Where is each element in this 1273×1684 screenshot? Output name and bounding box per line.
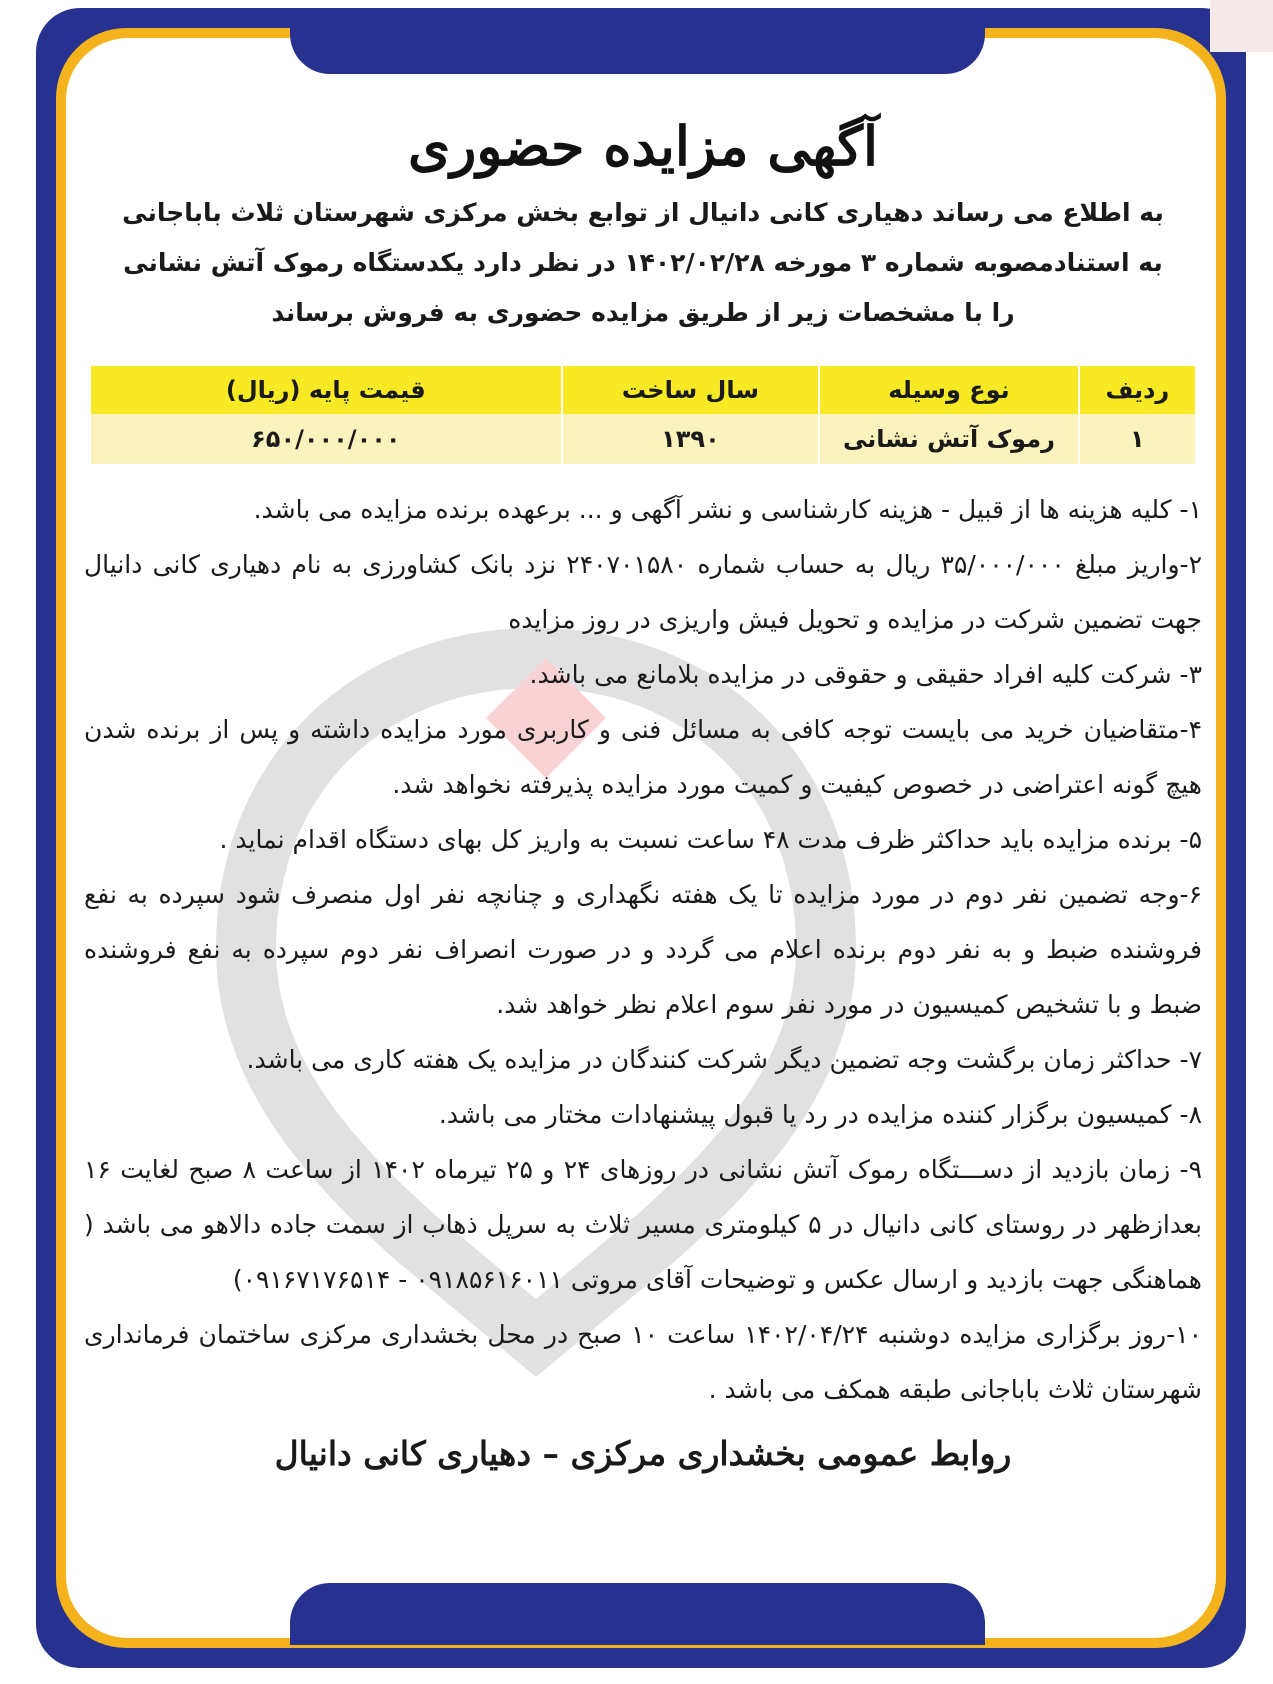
cell-base-price: ۶۵۰/۰۰۰/۰۰۰ bbox=[91, 414, 561, 464]
clause-10: ۱۰-روز برگزاری مزایده دوشنبه ۱۴۰۲/۰۴/۲۴ ساعت ۱۰ صبح در محل بخشداری مرکزی ساختمان فرمانداری شهرستان ثلاث باباجانی طبقه همکف می باشد . bbox=[84, 1320, 1202, 1404]
table-header-row bbox=[91, 366, 1195, 414]
intro-line: به استنادمصوبه شماره ۳ مورخه ۱۴۰۲/۰۲/۲۸ در نظر دارد یکدستگاه رموک آتش نشانی bbox=[123, 248, 1163, 277]
clause-4: ۴-متقاضیان خرید می بایست توجه کافی به مسائل فنی و کاربری مورد مزایده داشته و پس از برنده شدن هیچ گونه اعتراضی در خصوص کیفیت و کمیت مورد مزایده پذیرفته نخواهد شد. bbox=[84, 715, 1202, 799]
corner-decoration bbox=[1210, 0, 1273, 52]
header-base-price: قیمت پایه (ریال) bbox=[91, 366, 561, 414]
cell-build-year: ۱۳۹۰ bbox=[563, 414, 819, 464]
notice-content bbox=[78, 108, 1208, 1481]
clause-6: ۶-وجه تضمین نفر دوم در مورد مزایده تا یک هفته نگهداری و چنانچه نفر اول منصرف شود سپرده به نفع فروشنده ضبط و به نفر دوم برنده اعلام می گردد و در صورت انصراف نفر دوم سپرده به نفع فروشنده ضبط و با تشخیص کمیسیون در مورد نفر سوم اعلام نظر خواهد شد. bbox=[84, 880, 1202, 1019]
specs-table bbox=[89, 366, 1197, 464]
clause-7: ۷- حداکثر زمان برگشت وجه تضمین دیگر شرکت کنندگان در مزایده یک هفته کاری می باشد. bbox=[246, 1045, 1202, 1074]
clause-2: ۲-واریز مبلغ ۳۵/۰۰۰/۰۰۰ ریال به حساب شماره ۲۴۰۷۰۱۵۸۰ نزد بانک کشاورزی به نام دهیاری کانی دانیال جهت تضمین شرکت در مزایده و تحویل فیش واریزی در روز مزایده bbox=[84, 550, 1203, 634]
header-row-number: ردیف bbox=[1080, 366, 1195, 414]
footer-signature: روابط عمومی بخشداری مرکزی – دهیاری کانی دانیال bbox=[274, 1434, 1012, 1473]
cell-vehicle-type: رموک آتش نشانی bbox=[820, 414, 1078, 464]
clause-3: ۳- شرکت کلیه افراد حقیقی و حقوقی در مزایده بلامانع می باشد. bbox=[529, 660, 1202, 689]
intro-line: را با مشخصات زیر از طریق مزایده حضوری به فروش برساند bbox=[271, 298, 1015, 327]
clause-5: ۵- برنده مزایده باید حداکثر ظرف مدت ۴۸ ساعت نسبت به واریز کل بهای دستگاه اقدام نماید . bbox=[219, 825, 1202, 854]
clause-1: ۱- کلیه هزینه ها از قبیل - هزینه کارشناسی و نشر آگهی و ... برعهده برنده مزایده می باشد. bbox=[253, 495, 1202, 524]
bottom-tab-decoration bbox=[290, 1583, 985, 1645]
clause-8: ۸- کمیسیون برگزار کننده مزایده در رد یا قبول پیشنهادات مختار می باشد. bbox=[438, 1100, 1202, 1129]
table-row bbox=[91, 414, 1195, 464]
intro-paragraph bbox=[78, 188, 1208, 338]
top-tab-decoration bbox=[290, 8, 985, 74]
cell-row-number: ۱ bbox=[1080, 414, 1195, 464]
clauses-list bbox=[78, 482, 1208, 1417]
header-build-year: سال ساخت bbox=[563, 366, 819, 414]
intro-line: به اطلاع می رساند دهیاری کانی دانیال از توابع بخش مرکزی شهرستان ثلاث باباجانی bbox=[122, 198, 1164, 227]
header-vehicle-type: نوع وسیله bbox=[820, 366, 1078, 414]
page-title: آگهی مزایده حضوری bbox=[407, 114, 879, 178]
clause-9: ۹- زمان بازدید از دســـتگاه رموک آتش نشانی در روزهای ۲۴ و ۲۵ تیرماه ۱۴۰۲ از ساعت ۸ صبح لغایت ۱۶ بعدازظهر در روستای کانی دانیال در ۵ کیلومتری مسیر ثلاث به سرپل ذهاب از سمت جاده دالاهو می باشد ( هماهنگی جهت بازدید و ارسال عکس و توضیحات آقای مروتی ۰۹۱۸۵۶۱۶۰۱۱ - ۰۹۱۶۷۱۷۶۵۱۴) bbox=[84, 1155, 1203, 1294]
